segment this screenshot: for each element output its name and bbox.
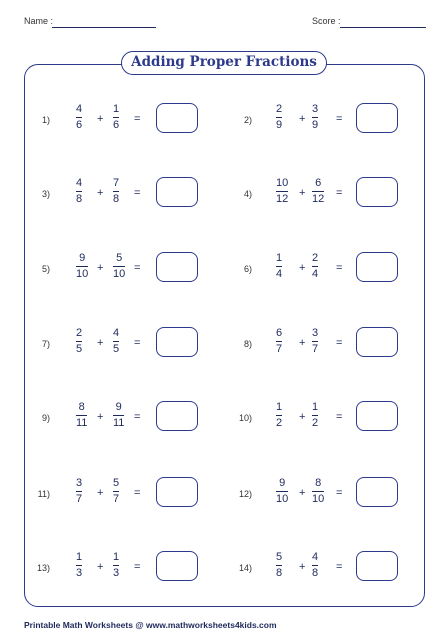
denominator: 5 — [76, 343, 83, 355]
problem-number: 5) — [41, 264, 50, 274]
answer-box[interactable] — [156, 177, 198, 207]
denominator: 4 — [312, 268, 319, 280]
fraction-a — [276, 401, 282, 430]
fraction-bar — [76, 491, 82, 492]
problem-number: 11) — [37, 489, 50, 499]
answer-box[interactable] — [156, 103, 198, 133]
numerator: 6 — [315, 177, 322, 189]
numerator: 7 — [113, 177, 120, 189]
fraction-a — [276, 103, 282, 132]
equals-sign: = — [336, 337, 343, 349]
problem-number: 13) — [36, 563, 50, 573]
plus-sign: + — [97, 113, 104, 125]
numerator: 2 — [312, 252, 319, 264]
numerator: 10 — [276, 177, 289, 189]
fraction-bar — [276, 491, 288, 492]
fraction-b — [312, 252, 318, 281]
equals-sign: = — [134, 187, 141, 199]
equals-sign: = — [134, 113, 141, 125]
numerator: 4 — [76, 103, 83, 115]
fraction-bar — [312, 191, 324, 192]
score-line[interactable] — [340, 27, 426, 28]
fraction-bar — [76, 415, 87, 416]
fraction-bar — [113, 415, 124, 416]
denominator: 6 — [76, 119, 83, 131]
problem-9 — [30, 401, 210, 435]
problem-number: 8) — [243, 339, 252, 349]
fraction-b — [312, 551, 318, 580]
name-label: Name : — [24, 16, 54, 26]
fraction-a — [76, 477, 82, 506]
answer-box[interactable] — [356, 327, 398, 357]
numerator: 1 — [276, 252, 283, 264]
fraction-b — [113, 477, 119, 506]
score-label: Score : — [312, 16, 341, 26]
numerator: 2 — [276, 103, 283, 115]
fraction-bar — [76, 341, 82, 342]
fraction-bar — [312, 117, 318, 118]
denominator: 2 — [276, 417, 283, 429]
footer-label: Printable Math Worksheets @ — [24, 620, 144, 630]
plus-sign: + — [97, 337, 104, 349]
denominator: 11 — [113, 417, 125, 429]
problem-number: 14) — [238, 563, 252, 573]
problem-7 — [30, 327, 210, 361]
problem-number: 12) — [238, 489, 252, 499]
fraction-b — [312, 177, 324, 206]
denominator: 9 — [312, 119, 319, 131]
problem-number: 1) — [41, 115, 50, 125]
numerator: 4 — [76, 177, 83, 189]
fraction-b — [113, 551, 119, 580]
fraction-b — [312, 327, 318, 356]
denominator: 8 — [76, 193, 83, 205]
equals-sign: = — [336, 262, 343, 274]
plus-sign: + — [97, 561, 104, 573]
numerator: 1 — [113, 103, 120, 115]
denominator: 7 — [312, 343, 319, 355]
equals-sign: = — [336, 487, 343, 499]
problem-number: 2) — [243, 115, 252, 125]
problem-3 — [30, 177, 210, 211]
numerator: 3 — [76, 477, 83, 489]
equals-sign: = — [336, 113, 343, 125]
answer-box[interactable] — [356, 252, 398, 282]
fraction-a — [76, 177, 82, 206]
fraction-bar — [113, 266, 125, 267]
numerator: 4 — [312, 551, 319, 563]
numerator: 9 — [279, 477, 286, 489]
fraction-b — [113, 401, 124, 430]
denominator: 10 — [76, 268, 89, 280]
problem-10 — [232, 401, 412, 435]
fraction-bar — [312, 341, 318, 342]
fraction-a — [276, 252, 282, 281]
denominator: 3 — [76, 567, 83, 579]
fraction-a — [76, 252, 88, 281]
problem-number: 7) — [41, 339, 50, 349]
denominator: 6 — [113, 119, 120, 131]
numerator: 4 — [113, 327, 120, 339]
plus-sign: + — [97, 262, 104, 274]
equals-sign: = — [134, 561, 141, 573]
fraction-bar — [276, 117, 282, 118]
equals-sign: = — [336, 411, 343, 423]
problem-13 — [30, 551, 210, 585]
plus-sign: + — [97, 411, 104, 423]
problem-14 — [232, 551, 412, 585]
numerator: 3 — [312, 327, 319, 339]
fraction-a — [76, 103, 82, 132]
numerator: 9 — [79, 252, 86, 264]
problem-number: 4) — [243, 189, 252, 199]
answer-box[interactable] — [156, 327, 198, 357]
denominator: 9 — [276, 119, 283, 131]
worksheet-title: Adding Proper Fractions — [121, 51, 327, 75]
answer-box[interactable] — [356, 103, 398, 133]
answer-box[interactable] — [156, 477, 198, 507]
footer — [24, 620, 277, 630]
numerator: 2 — [76, 327, 83, 339]
problem-4 — [232, 177, 412, 211]
denominator: 10 — [276, 493, 289, 505]
denominator: 3 — [113, 567, 120, 579]
problem-number: 6) — [243, 264, 252, 274]
footer-site: www.mathworksheets4kids.com — [145, 620, 277, 630]
fraction-a — [276, 551, 282, 580]
denominator: 4 — [276, 268, 283, 280]
fraction-bar — [276, 191, 288, 192]
denominator: 12 — [312, 193, 325, 205]
fraction-b — [312, 477, 324, 506]
answer-box[interactable] — [156, 551, 198, 581]
numerator: 6 — [276, 327, 283, 339]
plus-sign: + — [299, 487, 306, 499]
denominator: 8 — [276, 567, 283, 579]
plus-sign: + — [299, 113, 306, 125]
denominator: 10 — [312, 493, 325, 505]
numerator: 1 — [76, 551, 83, 563]
plus-sign: + — [299, 262, 306, 274]
problem-11 — [30, 477, 210, 511]
answer-box[interactable] — [356, 477, 398, 507]
fraction-bar — [76, 266, 88, 267]
equals-sign: = — [134, 487, 141, 499]
problem-5 — [30, 252, 210, 286]
fraction-bar — [113, 341, 119, 342]
equals-sign: = — [134, 337, 141, 349]
denominator: 5 — [113, 343, 120, 355]
numerator: 1 — [276, 401, 283, 413]
problem-8 — [232, 327, 412, 361]
fraction-bar — [312, 565, 318, 566]
problem-number: 10) — [238, 413, 252, 423]
denominator: 8 — [312, 567, 319, 579]
answer-box[interactable] — [356, 551, 398, 581]
plus-sign: + — [97, 487, 104, 499]
denominator: 8 — [113, 193, 120, 205]
fraction-bar — [76, 191, 82, 192]
fraction-bar — [276, 341, 282, 342]
denominator: 2 — [312, 417, 319, 429]
problem-2 — [232, 103, 412, 137]
fraction-a — [76, 551, 82, 580]
denominator: 12 — [276, 193, 289, 205]
equals-sign: = — [134, 262, 141, 274]
fraction-a — [76, 327, 82, 356]
fraction-a — [276, 177, 288, 206]
fraction-a — [276, 477, 288, 506]
answer-box[interactable] — [156, 252, 198, 282]
problem-6 — [232, 252, 412, 286]
problem-12 — [232, 477, 412, 511]
problem-1 — [30, 103, 210, 137]
plus-sign: + — [299, 187, 306, 199]
denominator: 7 — [76, 493, 83, 505]
numerator: 9 — [115, 401, 122, 413]
answer-box[interactable] — [156, 401, 198, 431]
fraction-a — [276, 327, 282, 356]
numerator: 8 — [315, 477, 322, 489]
numerator: 8 — [78, 401, 85, 413]
equals-sign: = — [336, 187, 343, 199]
numerator: 5 — [276, 551, 283, 563]
denominator: 7 — [113, 493, 120, 505]
fraction-bar — [312, 266, 318, 267]
numerator: 5 — [113, 477, 120, 489]
plus-sign: + — [299, 561, 306, 573]
fraction-b — [312, 103, 318, 132]
problem-number: 3) — [41, 189, 50, 199]
fraction-b — [113, 327, 119, 356]
fraction-bar — [276, 415, 282, 416]
equals-sign: = — [134, 411, 141, 423]
fraction-bar — [76, 117, 82, 118]
fraction-bar — [312, 415, 318, 416]
fraction-bar — [113, 117, 119, 118]
fraction-b — [113, 252, 125, 281]
denominator: 11 — [76, 417, 88, 429]
plus-sign: + — [97, 187, 104, 199]
fraction-bar — [312, 491, 324, 492]
numerator: 3 — [312, 103, 319, 115]
fraction-b — [312, 401, 318, 430]
numerator: 1 — [113, 551, 120, 563]
fraction-bar — [276, 565, 282, 566]
fraction-bar — [113, 565, 119, 566]
denominator: 7 — [276, 343, 283, 355]
fraction-b — [113, 103, 119, 132]
problem-number: 9) — [41, 413, 50, 423]
plus-sign: + — [299, 411, 306, 423]
equals-sign: = — [336, 561, 343, 573]
fraction-bar — [113, 191, 119, 192]
fraction-bar — [76, 565, 82, 566]
name-line[interactable] — [52, 27, 156, 28]
numerator: 1 — [312, 401, 319, 413]
plus-sign: + — [299, 337, 306, 349]
fraction-bar — [276, 266, 282, 267]
answer-box[interactable] — [356, 401, 398, 431]
fraction-b — [113, 177, 119, 206]
numerator: 5 — [116, 252, 123, 264]
answer-box[interactable] — [356, 177, 398, 207]
denominator: 10 — [113, 268, 126, 280]
fraction-bar — [113, 491, 119, 492]
fraction-a — [76, 401, 87, 430]
